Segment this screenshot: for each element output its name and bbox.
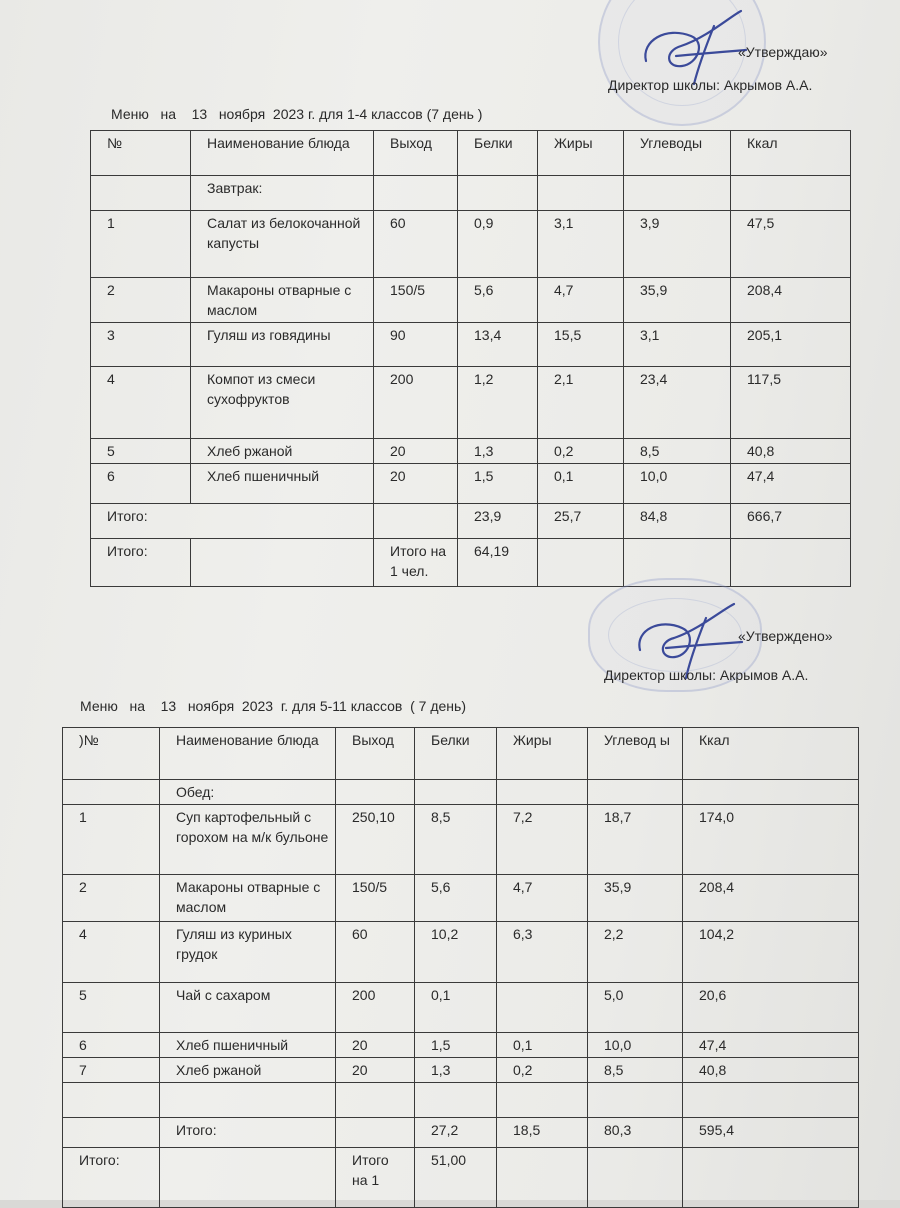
dish-kcal: 208,4 xyxy=(683,875,859,922)
dish-kcal: 174,0 xyxy=(683,805,859,875)
total-row xyxy=(63,1148,859,1208)
dish-carbs: 2,2 xyxy=(588,922,683,983)
table-row xyxy=(91,278,851,323)
dish-number: 4 xyxy=(63,922,160,983)
per-person-label: Итого на 1 чел. xyxy=(374,539,458,587)
table-header-row xyxy=(63,728,859,780)
dish-name: Гуляш из куриных грудок xyxy=(160,922,336,983)
per-person-value: 51,00 xyxy=(415,1148,497,1208)
dish-kcal: 47,5 xyxy=(731,211,851,278)
dish-kcal: 40,8 xyxy=(683,1058,859,1083)
dish-name: Хлеб пшеничный xyxy=(160,1033,336,1058)
dish-output: 20 xyxy=(374,464,458,504)
dish-kcal: 104,2 xyxy=(683,922,859,983)
dish-number: 4 xyxy=(91,367,191,439)
table-row xyxy=(91,439,851,464)
meal-label: Обед: xyxy=(160,780,336,805)
dish-number: 2 xyxy=(91,278,191,323)
per-person-value: 64,19 xyxy=(458,539,538,587)
dish-protein: 1,3 xyxy=(458,439,538,464)
dish-name: Хлеб пшеничный xyxy=(191,464,374,504)
dish-protein: 10,2 xyxy=(415,922,497,983)
dish-name: Хлеб ржаной xyxy=(160,1058,336,1083)
column-header: Наименование блюда xyxy=(191,131,374,176)
dish-protein: 1,5 xyxy=(458,464,538,504)
dish-fat: 3,1 xyxy=(538,211,624,278)
dish-output: 60 xyxy=(336,922,415,983)
dish-fat: 0,2 xyxy=(497,1058,588,1083)
dish-output: 20 xyxy=(374,439,458,464)
approval-stamp-label: «Утверждаю» xyxy=(738,44,828,60)
column-header: Ккал xyxy=(731,131,851,176)
dish-output: 90 xyxy=(374,323,458,367)
dish-number: 5 xyxy=(91,439,191,464)
table-row xyxy=(91,323,851,367)
approval-stamp-label: «Утверждено» xyxy=(738,628,833,644)
subtotal-fat: 18,5 xyxy=(497,1118,588,1148)
meal-row xyxy=(91,176,851,211)
dish-number: 1 xyxy=(91,211,191,278)
table-header-row xyxy=(91,131,851,176)
dish-carbs: 3,9 xyxy=(624,211,731,278)
subtotal-kcal: 595,4 xyxy=(683,1118,859,1148)
column-header: Белки xyxy=(458,131,538,176)
table-row xyxy=(91,211,851,278)
total-label: Итого: xyxy=(63,1148,160,1208)
column-header: Ккал xyxy=(683,728,859,780)
director-line: Директор школы: Акрымов А.А. xyxy=(608,77,813,93)
dish-output: 20 xyxy=(336,1058,415,1083)
dish-name: Макароны отварные с маслом xyxy=(160,875,336,922)
table-row xyxy=(63,922,859,983)
column-header: Углеводы xyxy=(624,131,731,176)
director-line: Директор школы: Акрымов А.А. xyxy=(604,667,809,683)
column-header: Углевод ы xyxy=(588,728,683,780)
menu-title: Меню на 13 ноября 2023 г. для 1-4 классов (7 день ) xyxy=(111,106,483,122)
dish-protein: 8,5 xyxy=(415,805,497,875)
total-row xyxy=(91,539,851,587)
dish-fat: 0,2 xyxy=(538,439,624,464)
dish-fat: 4,7 xyxy=(497,875,588,922)
dish-kcal: 40,8 xyxy=(731,439,851,464)
table-row xyxy=(63,805,859,875)
dish-kcal: 208,4 xyxy=(731,278,851,323)
dish-protein: 5,6 xyxy=(458,278,538,323)
dish-carbs: 10,0 xyxy=(624,464,731,504)
subtotal-protein: 27,2 xyxy=(415,1118,497,1148)
column-header: Выход xyxy=(374,131,458,176)
total-label: Итого: xyxy=(91,539,191,587)
dish-output: 250,10 xyxy=(336,805,415,875)
dish-fat: 0,1 xyxy=(497,1033,588,1058)
dish-output: 150/5 xyxy=(336,875,415,922)
subtotal-label: Итого: xyxy=(160,1118,336,1148)
dish-output: 200 xyxy=(374,367,458,439)
column-header: Жиры xyxy=(538,131,624,176)
dish-fat xyxy=(497,983,588,1033)
dish-carbs: 10,0 xyxy=(588,1033,683,1058)
dish-number: 2 xyxy=(63,875,160,922)
meal-row xyxy=(63,780,859,805)
per-person-label: Итого на 1 xyxy=(336,1148,415,1208)
table-row xyxy=(63,983,859,1033)
dish-carbs: 23,4 xyxy=(624,367,731,439)
column-header: )№ xyxy=(63,728,160,780)
column-header: Жиры xyxy=(497,728,588,780)
dish-name: Суп картофельный с горохом на м/к бульоне xyxy=(160,805,336,875)
dish-number: 1 xyxy=(63,805,160,875)
column-header: Белки xyxy=(415,728,497,780)
subtotal-carbs: 84,8 xyxy=(624,504,731,539)
dish-kcal: 47,4 xyxy=(731,464,851,504)
dish-name: Компот из смеси сухофруктов xyxy=(191,367,374,439)
empty-row xyxy=(63,1083,859,1118)
dish-number: 7 xyxy=(63,1058,160,1083)
dish-protein: 0,1 xyxy=(415,983,497,1033)
dish-fat: 4,7 xyxy=(538,278,624,323)
dish-protein: 0,9 xyxy=(458,211,538,278)
subtotal-row xyxy=(63,1118,859,1148)
dish-name: Гуляш из говядины xyxy=(191,323,374,367)
dish-name: Салат из белокочанной капусты xyxy=(191,211,374,278)
table-row xyxy=(63,1033,859,1058)
dish-kcal: 20,6 xyxy=(683,983,859,1033)
dish-carbs: 8,5 xyxy=(588,1058,683,1083)
table-row xyxy=(91,464,851,504)
subtotal-carbs: 80,3 xyxy=(588,1118,683,1148)
dish-protein: 1,2 xyxy=(458,367,538,439)
dish-fat: 2,1 xyxy=(538,367,624,439)
dish-number: 6 xyxy=(91,464,191,504)
dish-protein: 1,5 xyxy=(415,1033,497,1058)
menu-table-grades-5-11 xyxy=(62,727,859,1208)
dish-carbs: 5,0 xyxy=(588,983,683,1033)
dish-name: Хлеб ржаной xyxy=(191,439,374,464)
dish-number: 6 xyxy=(63,1033,160,1058)
dish-carbs: 3,1 xyxy=(624,323,731,367)
dish-protein: 13,4 xyxy=(458,323,538,367)
dish-kcal: 205,1 xyxy=(731,323,851,367)
table-row xyxy=(63,875,859,922)
dish-kcal: 47,4 xyxy=(683,1033,859,1058)
dish-output: 200 xyxy=(336,983,415,1033)
dish-protein: 5,6 xyxy=(415,875,497,922)
column-header: Наименование блюда xyxy=(160,728,336,780)
dish-carbs: 8,5 xyxy=(624,439,731,464)
subtotal-row xyxy=(91,504,851,539)
column-header: № xyxy=(91,131,191,176)
dish-fat: 0,1 xyxy=(538,464,624,504)
dish-fat: 7,2 xyxy=(497,805,588,875)
dish-fat: 6,3 xyxy=(497,922,588,983)
subtotal-kcal: 666,7 xyxy=(731,504,851,539)
column-header: Выход xyxy=(336,728,415,780)
dish-name: Чай с сахаром xyxy=(160,983,336,1033)
menu-title: Меню на 13 ноября 2023 г. для 5-11 классов ( 7 день) xyxy=(80,698,466,714)
dish-number: 5 xyxy=(63,983,160,1033)
dish-carbs: 35,9 xyxy=(624,278,731,323)
dish-output: 60 xyxy=(374,211,458,278)
dish-number: 3 xyxy=(91,323,191,367)
dish-output: 150/5 xyxy=(374,278,458,323)
dish-carbs: 35,9 xyxy=(588,875,683,922)
dish-carbs: 18,7 xyxy=(588,805,683,875)
menu-table-grades-1-4 xyxy=(90,130,851,587)
dish-protein: 1,3 xyxy=(415,1058,497,1083)
dish-output: 20 xyxy=(336,1033,415,1058)
table-row xyxy=(63,1058,859,1083)
subtotal-label: Итого: xyxy=(91,504,374,539)
subtotal-fat: 25,7 xyxy=(538,504,624,539)
meal-label: Завтрак: xyxy=(191,176,374,211)
dish-name: Макароны отварные с маслом xyxy=(191,278,374,323)
dish-kcal: 117,5 xyxy=(731,367,851,439)
table-row xyxy=(91,367,851,439)
dish-fat: 15,5 xyxy=(538,323,624,367)
subtotal-protein: 23,9 xyxy=(458,504,538,539)
